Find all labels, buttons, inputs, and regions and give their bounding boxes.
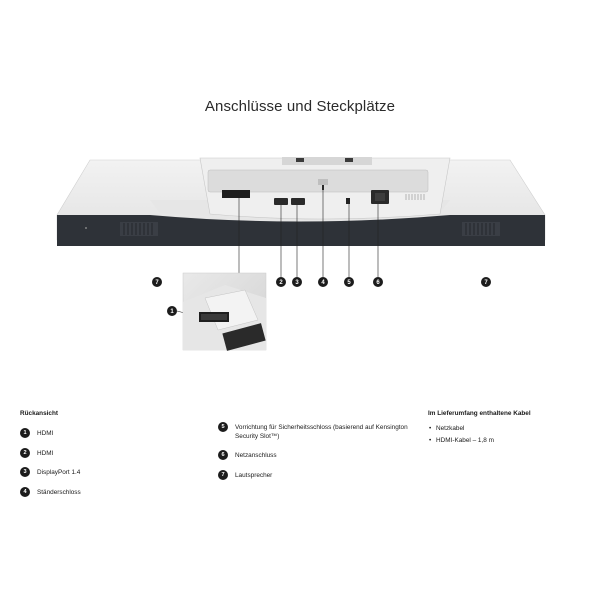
- legend-rear-view-continued: [218, 422, 418, 489]
- legend-item-1: [20, 428, 170, 439]
- speaker-grille-left: [120, 222, 158, 236]
- legend-item-5: [218, 422, 418, 441]
- legend-label: Ständerschloss: [37, 488, 81, 496]
- legend-item-4: [20, 487, 170, 498]
- legend-label: HDMI: [37, 449, 54, 457]
- callout-1: [167, 306, 177, 316]
- legend-number: 4: [20, 487, 30, 497]
- cable-item: • Netzkabel: [436, 425, 588, 433]
- legend-number: 7: [218, 470, 228, 480]
- svg-text:2: 2: [279, 280, 283, 286]
- callout-3: [292, 277, 302, 287]
- legend-heading: Rückansicht: [20, 410, 59, 417]
- included-cables: [428, 410, 588, 449]
- svg-text:4: 4: [321, 280, 325, 286]
- legend-item-3: [20, 467, 170, 478]
- cables-heading: Im Lieferumfang enthaltene Kabel: [428, 410, 531, 417]
- svg-text:3: 3: [295, 280, 299, 286]
- legend-label: Netzanschluss: [235, 452, 277, 459]
- legend-number: 3: [20, 467, 30, 477]
- svg-text:5: 5: [347, 280, 351, 286]
- page-title: Anschlüsse und Steckplätze: [204, 98, 396, 115]
- hdmi-port-1: [222, 190, 250, 198]
- displayport-port: [291, 198, 305, 205]
- cable-item: • HDMI-Kabel – 1,8 m: [436, 437, 588, 445]
- svg-text:6: 6: [376, 280, 380, 286]
- callout-6: [373, 277, 383, 287]
- legend-number: 5: [218, 422, 228, 432]
- vent-slots: [406, 194, 424, 200]
- callout-5: [344, 277, 354, 287]
- legend-label: Vorrichtung für Sicherheitsschloss (basierend auf Kensington Security Slot™): [235, 424, 408, 440]
- hdmi-port-2: [274, 198, 288, 205]
- legend-label: DisplayPort 1.4: [37, 469, 81, 476]
- legend-label: HDMI: [37, 430, 54, 437]
- callout-7-left: [152, 277, 162, 287]
- legend-number: 6: [218, 450, 228, 460]
- legend-number: 2: [20, 448, 30, 458]
- svg-text:1: 1: [170, 309, 174, 315]
- security-slot: [346, 198, 350, 204]
- callout-2: [276, 277, 286, 287]
- legend-item-6: [218, 450, 418, 461]
- svg-text:7: 7: [155, 280, 159, 286]
- hdmi-detail-inset: [183, 273, 266, 351]
- legend-item-2: [20, 448, 170, 459]
- legend-item-7: [218, 470, 418, 481]
- speaker-grille-right: [462, 222, 500, 236]
- legend-rear-view: [20, 410, 170, 506]
- legend-label: Lautsprecher: [235, 471, 273, 479]
- power-connector: [371, 190, 389, 204]
- callout-4: [318, 277, 328, 287]
- legend-number: 1: [20, 428, 30, 438]
- callout-7-right: [481, 277, 491, 287]
- svg-text:7: 7: [484, 280, 488, 286]
